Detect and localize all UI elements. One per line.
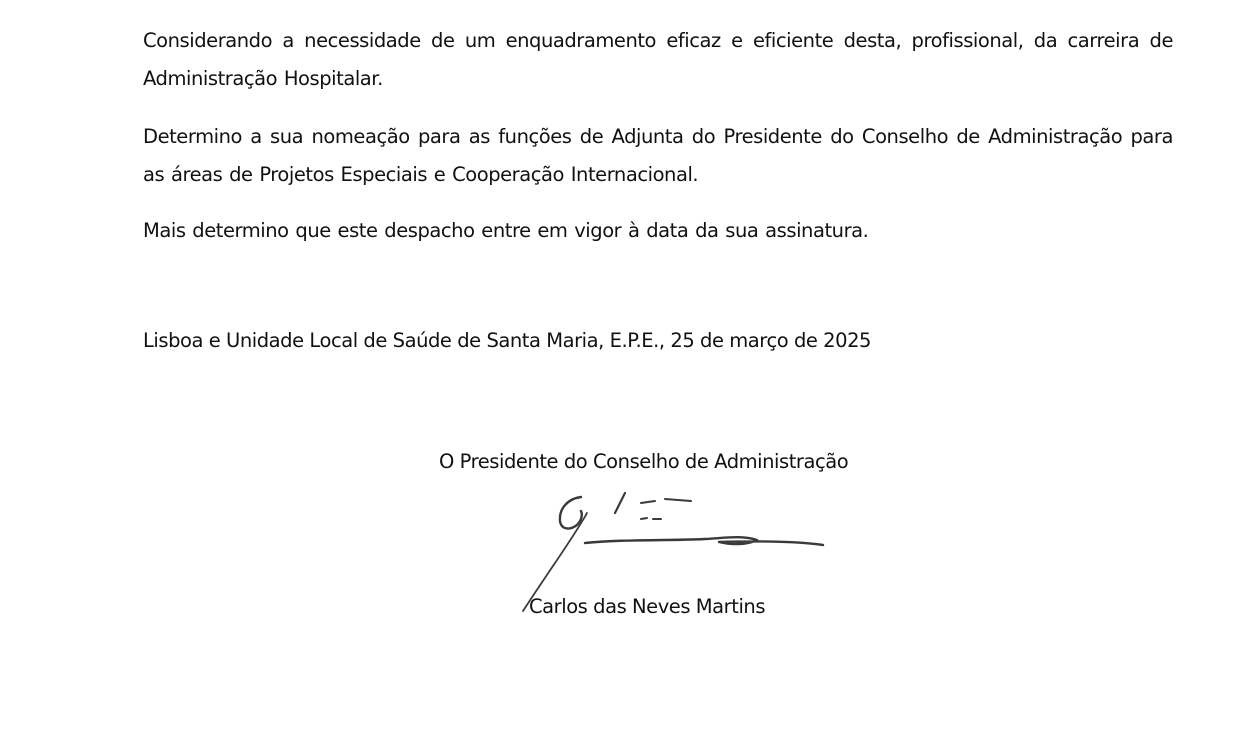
signer-name: Carlos das Neves Martins [529,595,766,618]
paragraph-considering: Considerando a necessidade de um enquadramento eficaz e eficiente desta, profissional, da carreira de Administração Hospitalar. [143,29,1173,90]
paragraph-effective-date: Mais determino que este despacho entre em vigor à data da sua assinatura. [143,219,869,242]
paragraph-appointment: Determino a sua nomeação para as funções de Adjunta do Presidente do Conselho de Administração para as áreas de Projetos Especiais e Cooperação Internacional. [143,125,1173,186]
signer-role: O Presidente do Conselho de Administração [439,450,849,473]
place-and-date: Lisboa e Unidade Local de Saúde de Santa Maria, E.P.E., 25 de março de 2025 [143,329,871,352]
